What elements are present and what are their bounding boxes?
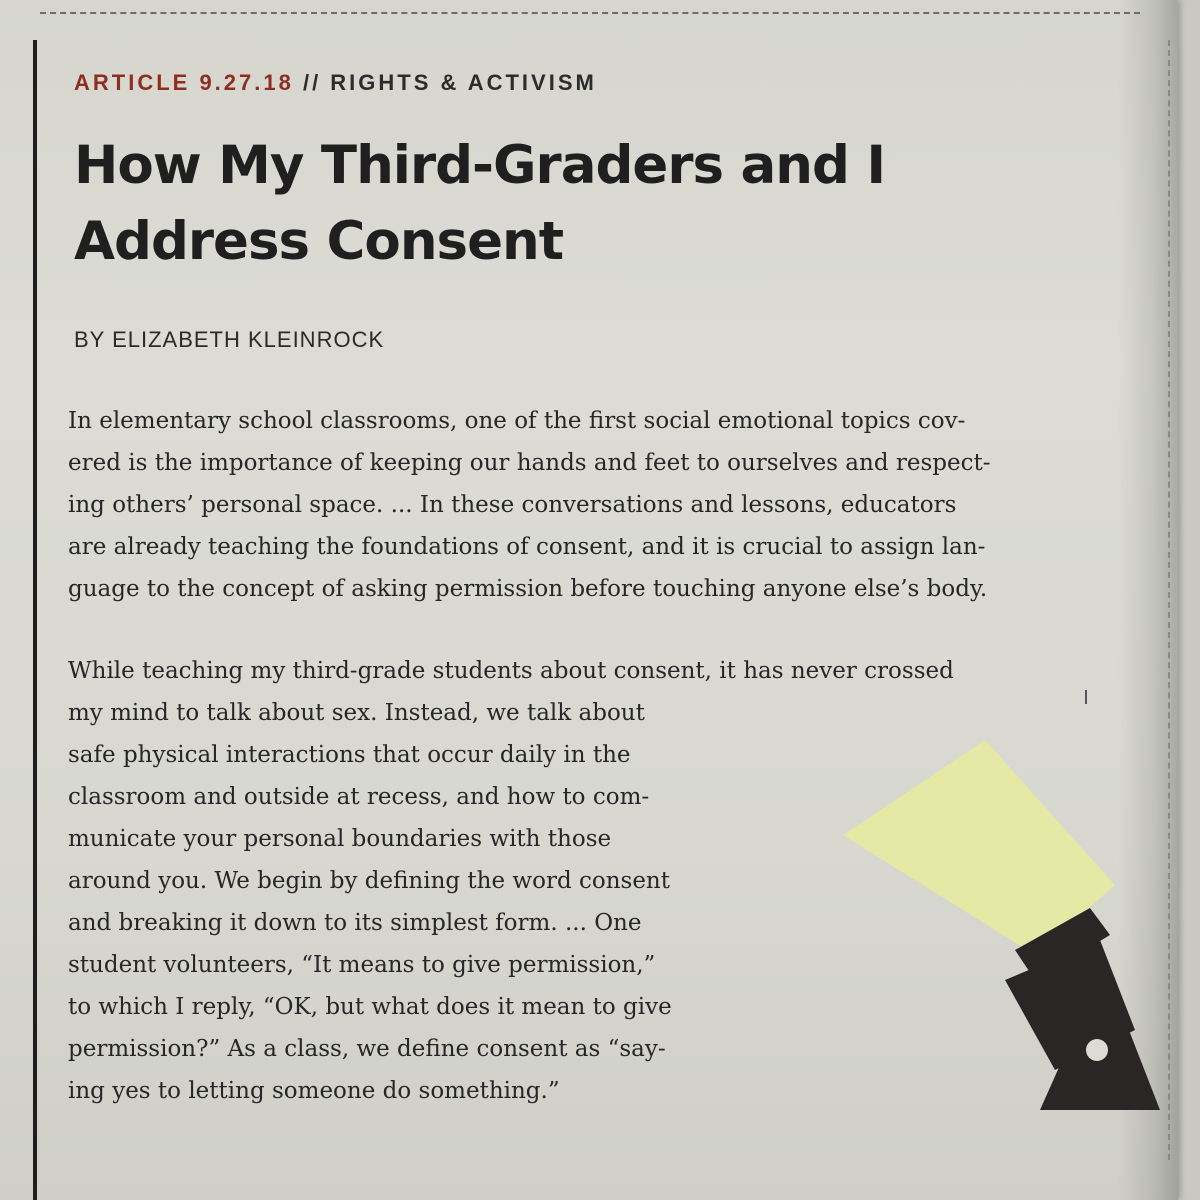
text-line: to which I reply, “OK, but what does it mean to give bbox=[68, 994, 672, 1020]
spotlight-illustration bbox=[835, 740, 1175, 1140]
text-line: my mind to talk about sex. Instead, we talk about bbox=[68, 700, 645, 726]
article-kicker bbox=[74, 70, 597, 96]
title-line: Address Consent bbox=[74, 211, 564, 272]
text-line: ing yes to letting someone do something.” bbox=[68, 1078, 560, 1104]
text-line: classroom and outside at recess, and how to com- bbox=[68, 784, 650, 810]
text-line: ing others’ personal space. ... In these conversations and lessons, educators bbox=[68, 492, 957, 518]
text-line: are already teaching the foundations of consent, and it is crucial to assign lan- bbox=[68, 534, 986, 560]
paragraph-2 bbox=[68, 650, 954, 1112]
left-rule bbox=[33, 40, 37, 1200]
text-line: permission?” As a class, we define consent as “say- bbox=[68, 1036, 666, 1062]
text-line: While teaching my third-grade students about consent, it has never crossed bbox=[68, 658, 954, 684]
article-title bbox=[74, 128, 885, 280]
text-line: guage to the concept of asking permission before touching anyone else’s body. bbox=[68, 576, 988, 602]
margin-tick bbox=[1085, 690, 1087, 704]
kicker-separator: // bbox=[293, 70, 331, 95]
perforation-top bbox=[40, 12, 1140, 14]
text-line: around you. We begin by defining the word consent bbox=[68, 868, 670, 894]
kicker-label: ARTICLE 9.27.18 bbox=[74, 70, 294, 95]
title-line: How My Third-Graders and I bbox=[74, 135, 886, 196]
text-line: municate your personal boundaries with those bbox=[68, 826, 612, 852]
kicker-section: RIGHTS & ACTIVISM bbox=[330, 70, 597, 95]
paragraph-1 bbox=[68, 400, 991, 610]
byline: BY ELIZABETH KLEINROCK bbox=[74, 327, 385, 352]
text-line: student volunteers, “It means to give permission,” bbox=[68, 952, 656, 978]
text-line: and breaking it down to its simplest form. ... One bbox=[68, 910, 642, 936]
text-line: In elementary school classrooms, one of the first social emotional topics cov- bbox=[68, 408, 966, 434]
text-line: ered is the importance of keeping our hands and feet to ourselves and respect- bbox=[68, 450, 991, 476]
text-line: safe physical interactions that occur daily in the bbox=[68, 742, 631, 768]
lamp-pivot bbox=[1086, 1039, 1108, 1061]
